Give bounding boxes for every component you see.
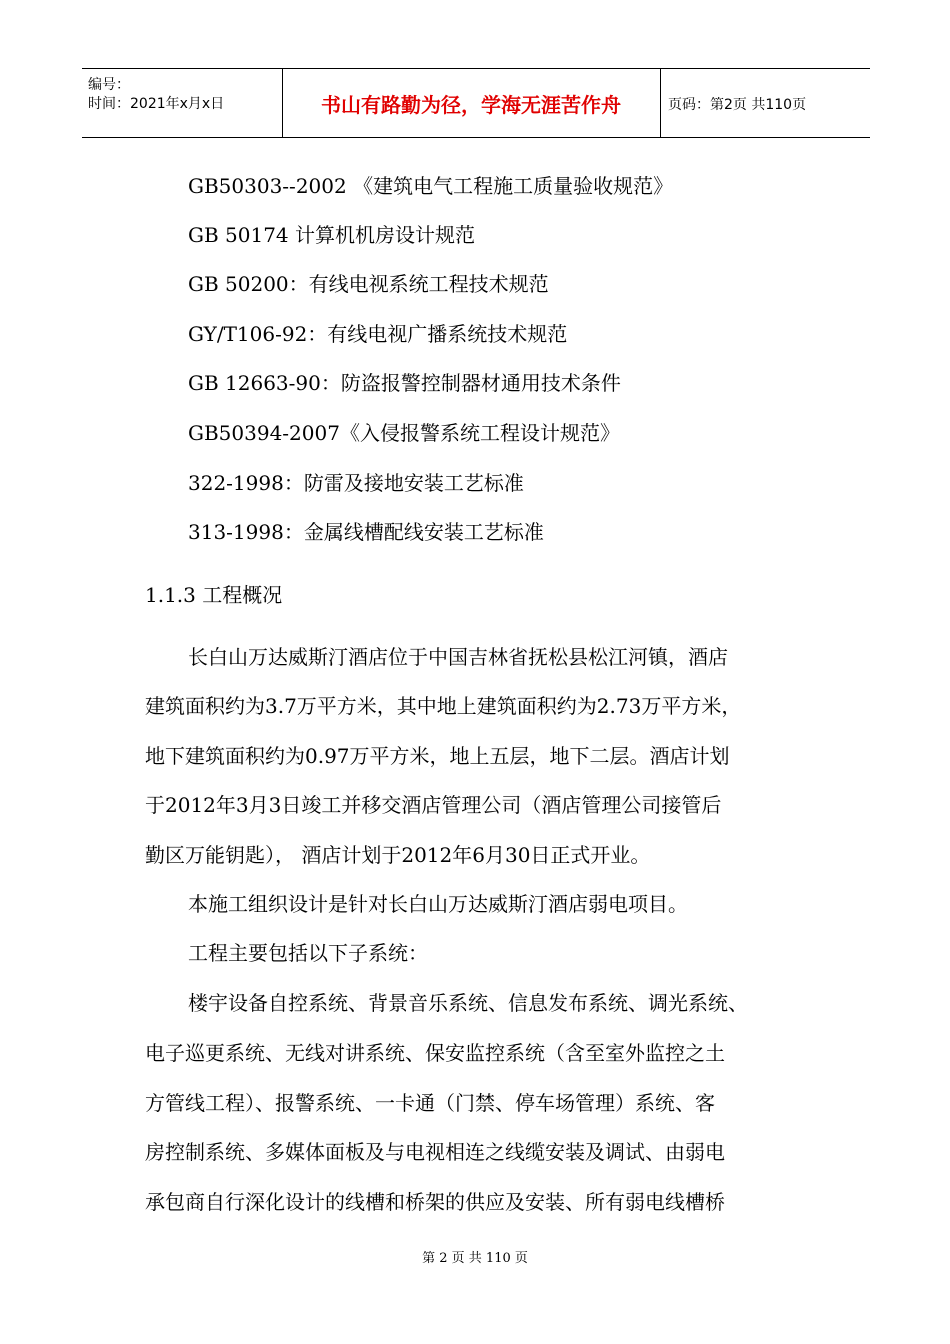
standard-item: 322-1998：防雷及接地安装工艺标准 [188,471,524,495]
header-page-cell [660,69,870,137]
header-page-info: 页码：第2页 共110页 [668,97,807,113]
document-time-label: 时间：2021年x月x日 [88,96,225,112]
paragraph-line: 于2012年3月3日竣工并移交酒店管理公司（酒店管理公司接管后 [145,793,722,817]
standard-item: 313-1998：金属线槽配线安装工艺标准 [188,520,544,544]
standard-item: GB 50174 计算机机房设计规范 [188,223,476,247]
paragraph-line: 房控制系统、多媒体面板及与电视相连之线缆安装及调试、由弱电 [145,1140,725,1164]
standard-item: GB50303--2002 《建筑电气工程施工质量验收规范》 [188,174,674,198]
paragraph-line: 电子巡更系统、无线对讲系统、保安监控系统（含至室外监控之土 [145,1041,725,1065]
paragraph-line: 长白山万达威斯汀酒店位于中国吉林省抚松县松江河镇，酒店 [188,645,728,669]
paragraph-line: 本施工组织设计是针对长白山万达威斯汀酒店弱电项目。 [188,892,688,916]
paragraph-line: 楼宇设备自控系统、背景音乐系统、信息发布系统、调光系统、 [188,991,748,1015]
header-motto-cell [282,69,661,137]
paragraph-line: 建筑面积约为3.7万平方米，其中地上建筑面积约为2.73万平方米， [145,694,742,718]
header-meta-cell [82,69,283,137]
standard-item: GB50394-2007《入侵报警系统工程设计规范》 [188,421,620,445]
page-footer: 第 2 页 共 110 页 [422,1251,528,1266]
standard-item: GY/T106-92：有线电视广播系统技术规范 [188,322,568,346]
paragraph-line: 勤区万能钥匙）， 酒店计划于2012年6月30日正式开业。 [145,843,651,867]
paragraph-line: 承包商自行深化设计的线槽和桥架的供应及安装、所有弱电线槽桥 [145,1190,725,1214]
standard-item: GB 50200：有线电视系统工程技术规范 [188,272,549,296]
paragraph-line: 方管线工程）、报警系统、一卡通（门禁、停车场管理）系统、客 [145,1091,715,1115]
standard-item: GB 12663-90：防盗报警控制器材通用技术条件 [188,371,621,395]
paragraph-line: 地下建筑面积约为0.97万平方米，地上五层，地下二层。酒店计划 [145,744,730,768]
header-motto: 书山有路勤为径，学海无涯苦作舟 [321,92,621,117]
page-header [82,68,870,138]
section-heading: 1.1.3 工程概况 [145,583,283,607]
document-number-label: 编号： [88,77,130,93]
paragraph-line: 工程主要包括以下子系统： [188,941,428,965]
